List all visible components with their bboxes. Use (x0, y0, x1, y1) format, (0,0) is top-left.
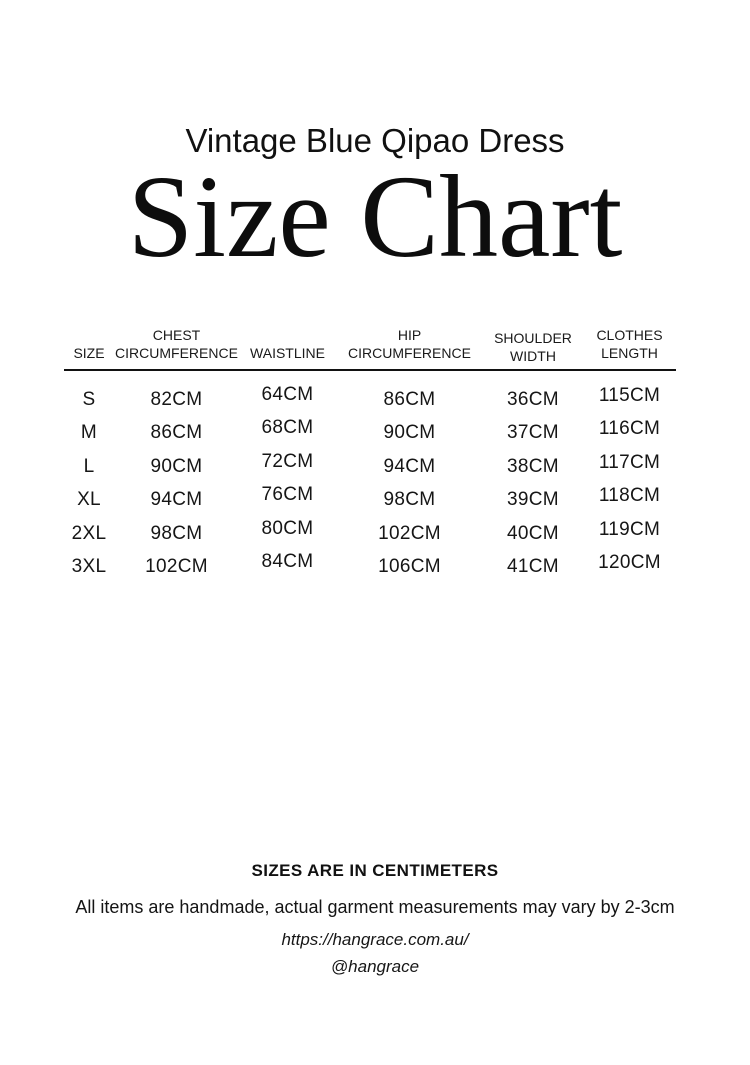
length-value: 120CM (598, 552, 661, 574)
column-header-chest-circumference: CHEST CIRCUMFERENCE (115, 327, 238, 361)
units-note-title: SIZES ARE IN CENTIMETERS (251, 861, 499, 880)
waist-value: 68CM (261, 417, 314, 439)
table-row-l (64, 450, 676, 484)
table-row-xl (64, 484, 676, 518)
chest-value: 86CM (150, 422, 203, 444)
shoulder-value: 41CM (507, 556, 559, 578)
handmade-note: All items are handmade, actual garment measurements may vary by 2-3cm (75, 897, 675, 917)
waist-value: 76CM (261, 484, 314, 506)
length-value: 119CM (598, 518, 661, 540)
table-row-2xl (64, 517, 676, 551)
table-row-3xl (64, 551, 676, 585)
size-label: S (82, 388, 96, 410)
shoulder-value: 36CM (507, 388, 559, 410)
size-label: 2XL (71, 522, 107, 544)
length-value: 118CM (598, 485, 661, 507)
chest-value: 82CM (150, 388, 203, 410)
column-header-waistline: WAISTLINE (250, 345, 325, 361)
table-row-s (64, 383, 676, 417)
shoulder-value: 38CM (507, 455, 559, 477)
waist-value: 64CM (261, 383, 314, 405)
hip-value: 102CM (378, 522, 441, 544)
length-value: 117CM (598, 451, 661, 473)
size-label: L (83, 455, 95, 477)
hip-value: 98CM (383, 489, 436, 511)
size-table-header-row (64, 326, 676, 371)
waist-value: 84CM (261, 551, 314, 573)
waist-value: 80CM (261, 517, 314, 539)
size-table-body (64, 371, 676, 584)
column-header-clothes-length: CLOTHES LENGTH (596, 327, 663, 361)
size-label: XL (77, 489, 101, 511)
hip-value: 94CM (383, 455, 436, 477)
waist-value: 72CM (261, 450, 314, 472)
size-label: M (80, 422, 98, 444)
chest-value: 90CM (150, 455, 203, 477)
product-title: Vintage Blue Qipao Dress (185, 122, 565, 159)
length-value: 115CM (598, 384, 661, 406)
length-value: 116CM (598, 418, 661, 440)
size-label: 3XL (71, 556, 107, 578)
shoulder-value: 37CM (507, 422, 559, 444)
hip-value: 86CM (383, 388, 436, 410)
column-header-shoulder-width: SHOULDER WIDTH (494, 330, 572, 364)
hip-value: 106CM (378, 556, 441, 578)
chest-value: 102CM (145, 556, 208, 578)
social-handle-text: @hangrace (330, 957, 420, 976)
hip-value: 90CM (383, 422, 436, 444)
page-title: Size Chart (127, 151, 623, 282)
shoulder-value: 40CM (507, 522, 559, 544)
chest-value: 98CM (150, 522, 203, 544)
size-table (64, 326, 676, 584)
footer-notes (0, 860, 750, 977)
shoulder-value: 39CM (507, 489, 559, 511)
column-header-hip-circumference: HIP CIRCUMFERENCE (348, 327, 471, 361)
table-row-m (64, 417, 676, 451)
website-url-text: https://hangrace.com.au/ (281, 930, 469, 949)
chest-value: 94CM (150, 489, 203, 511)
column-header-size: SIZE (73, 345, 105, 361)
